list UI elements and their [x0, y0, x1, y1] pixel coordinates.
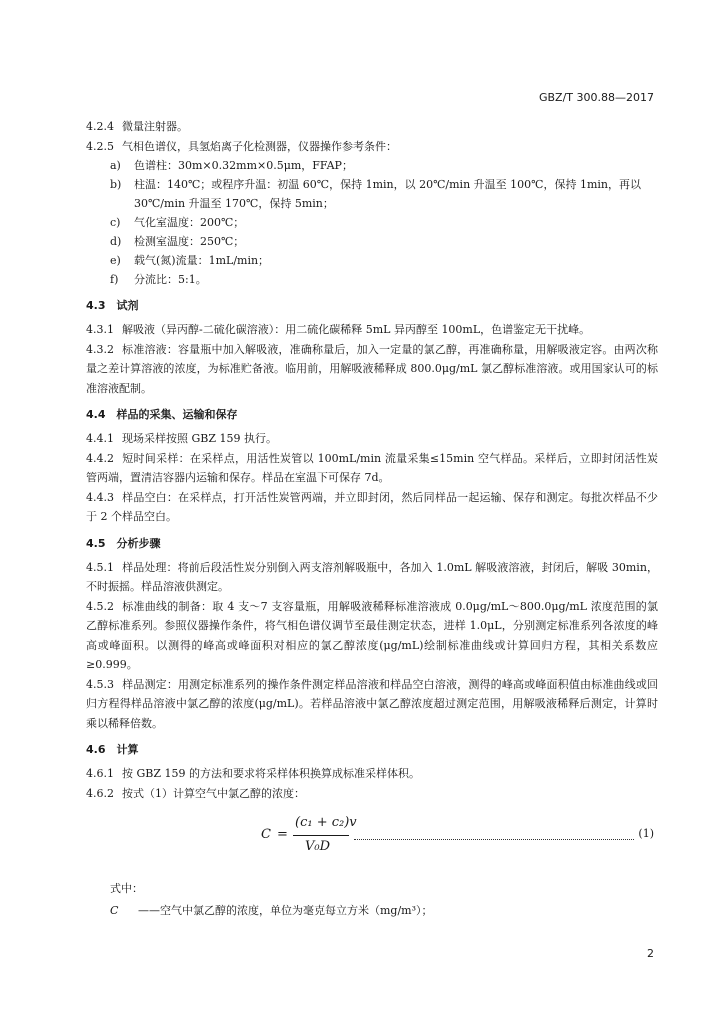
formula-number: (1): [638, 827, 654, 840]
section-heading-4-5: 4.5 分析步骤: [86, 536, 161, 550]
document-header: GBZ/T 300.88—2017: [538, 91, 654, 104]
document-body: [86, 117, 658, 921]
list-item: b) 柱温：140℃；或程序升温：初温 60℃，保持 1min，以 20℃/min 升温至 100℃，保持 1min，再以 30℃/min 升温至 170℃，保持 5min；: [110, 178, 641, 210]
definition-c: C ——空气中氯乙醇的浓度，单位为毫克每立方米（mg/m³）；: [110, 904, 433, 917]
list-item: c) 气化室温度：200℃；: [110, 216, 245, 229]
list-item: d) 检测室温度：250℃；: [110, 235, 245, 248]
clause-4-5-1: 4.5.1 样品处理：将前后段活性炭分别倒入两支溶剂解吸瓶中，各加入 1.0mL 解吸液溶液，封闭后，解吸 30min，不时振摇。样品溶液供测定。: [86, 560, 658, 593]
list-item: a) 色谱柱：30m×0.32mm×0.5μm，FFAP；: [110, 159, 353, 172]
page-number: 2: [647, 947, 654, 960]
clause-4-2-5: 4.2.5 气相色谱仪，具氢焰离子化检测器，仪器操作参考条件：: [86, 139, 397, 153]
where-label: 式中：: [110, 882, 143, 895]
section-heading-4-3: 4.3 试剂: [86, 299, 139, 312]
clause-4-4-1: 4.4.1 现场采样按照 GBZ 159 执行。: [86, 432, 277, 445]
clause-4-5-2: 4.5.2 标准曲线的制备：取 4 支～7 支容量瓶，用解吸液稀释标准溶液成 0.0μg/mL～800.0μg/mL 浓度范围的氯乙醇标准系列。参照仪器操作条件，将气相色谱仪调节至最佳测定状态，进样 1.0μL，分别测定标准系列各浓度的峰高或峰面积。以测得的峰高或峰面积对相应的氯乙醇浓度(μg/mL)绘制标准曲线或计算回归方程，其相关系数应≥0.999。: [86, 599, 658, 671]
clause-4-5-3: 4.5.3 样品测定：用测定标准系列的操作条件测定样品溶液和样品空白溶液，测得的峰高或峰面积值由标准曲线或回归方程得样品溶液中氯乙醇的浓度(μg/mL)。若样品溶液中氯乙醇浓度超过测定范围，用解吸液稀释后测定，计算时乘以稀释倍数。: [86, 677, 658, 730]
clause-4-4-3: 4.4.3 样品空白：在采样点，打开活性炭管两端，并立即封闭，然后同样品一起运输、保存和测定。每批次样品不少于 2 个样品空白。: [86, 490, 658, 523]
formula-denominator: V₀D: [305, 839, 331, 854]
fraction-bar: [293, 835, 349, 836]
clause-4-4-2: 4.4.2 短时间采样：在采样点，用活性炭管以 100mL/min 流量采集≤15min 空气样品。采样后，立即封闭活性炭管两端，置清洁容器内运输和保存。样品在室温下可保存 7d。: [86, 451, 658, 484]
section-heading-4-4: 4.4 样品的采集、运输和保存: [86, 408, 238, 421]
clause-4-6-1: 4.6.1 按 GBZ 159 的方法和要求将采样体积换算成标准采样体积。: [86, 767, 420, 780]
section-heading-4-6: 4.6 计算: [86, 743, 139, 756]
clause-4-3-2: 4.3.2 标准溶液：容量瓶中加入解吸液，准确称量后，加入一定量的氯乙醇，再准确称量，用解吸液定容。由两次称量之差计算溶液的浓度，为标准贮备液。临用前，用解吸液稀释成 800.0μg/mL 氯乙醇标准溶液。或用国家认可的标准溶液配制。: [86, 342, 658, 395]
clause-4-3-1: 4.3.1 解吸液（异丙醇-二硫化碳溶液）：用二硫化碳稀释 5mL 异丙醇至 100mL，色谱鉴定无干扰峰。: [86, 323, 591, 336]
formula-1: [86, 813, 658, 871]
clause-4-2-4: 4.2.4 微量注射器。: [86, 120, 188, 133]
list-item: e) 载气(氮)流量：1mL/min；: [110, 254, 270, 267]
formula-equals: =: [277, 827, 288, 842]
formula-numerator: (c₁ + c₂)v: [295, 815, 357, 830]
clause-4-6-2: 4.6.2 按式（1）计算空气中氯乙醇的浓度：: [86, 786, 305, 800]
formula-leader-dots: [354, 827, 634, 840]
formula-lhs: C: [261, 827, 271, 842]
list-item: f) 分流比：5:1。: [110, 273, 207, 286]
